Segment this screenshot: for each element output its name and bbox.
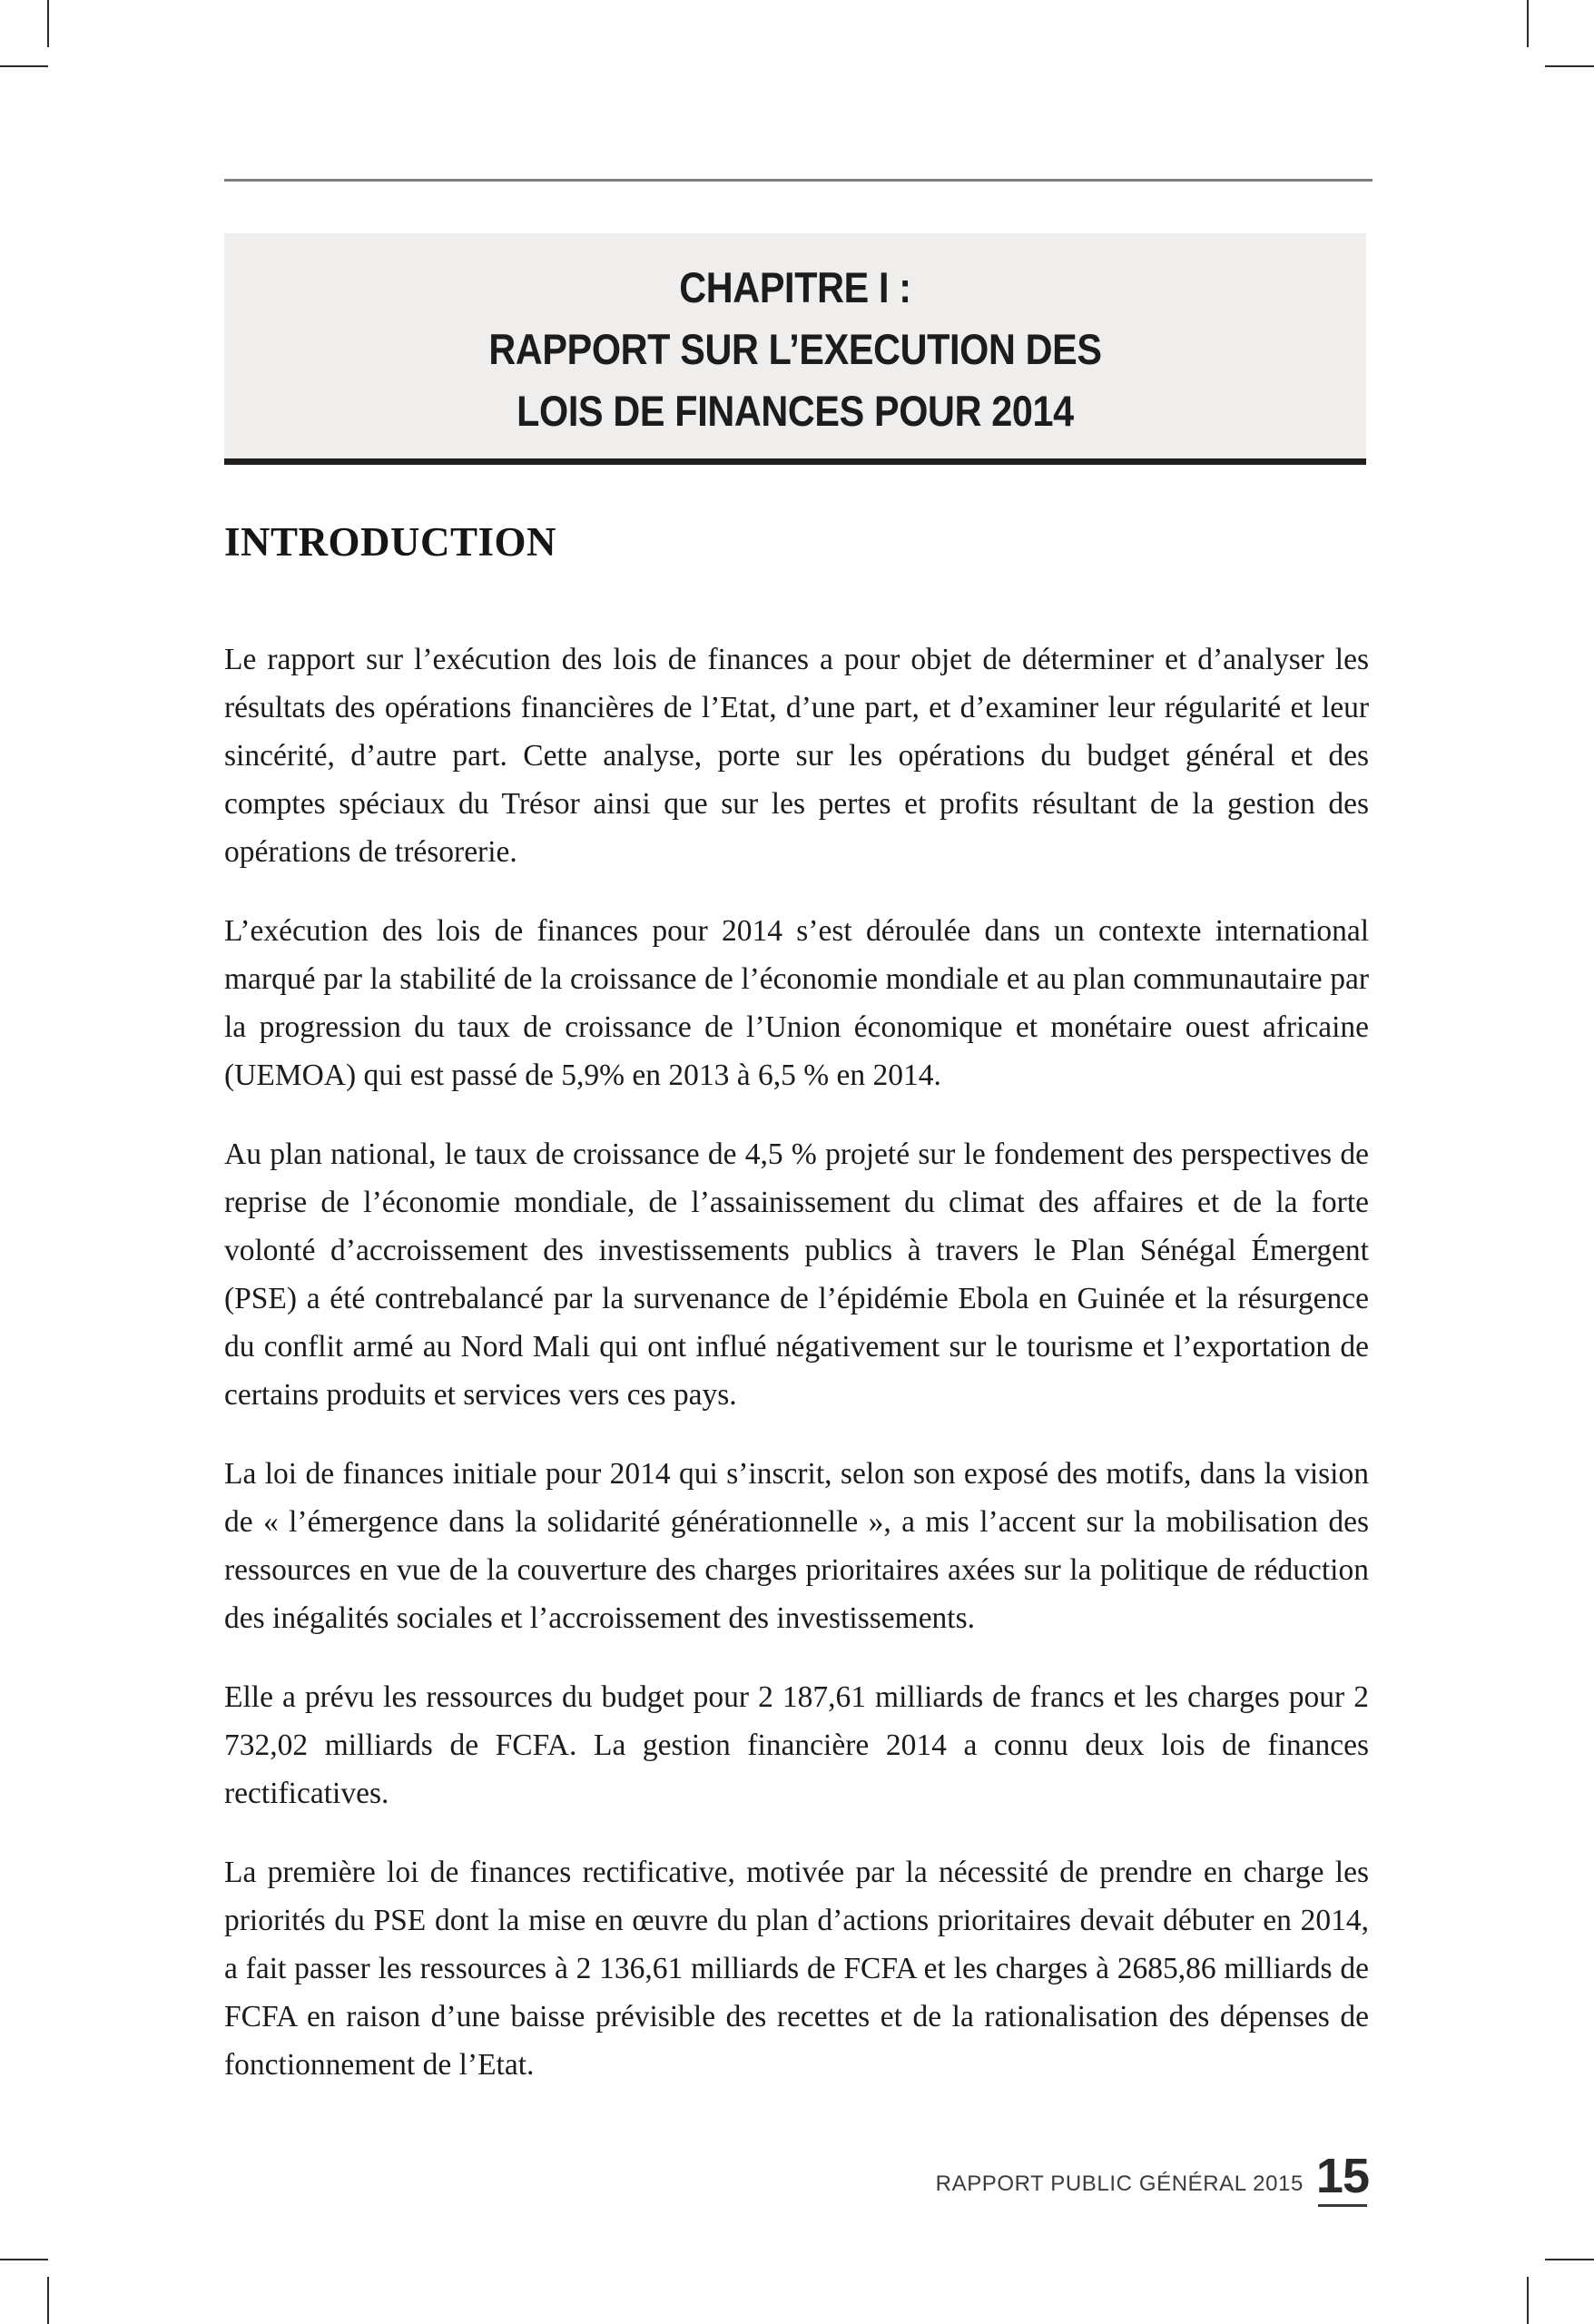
header-divider-rule (224, 179, 1373, 182)
crop-mark-top-left-vertical (47, 0, 49, 47)
section-heading-introduction: INTRODUCTION (224, 519, 557, 565)
paragraph-1: Le rapport sur l’exécution des lois de finances a pour objet de déterminer et d’analyser les résultats des opérations financières de l’Etat, d’une part, et d’examiner leur régularité et leur sincérité, d’autre part. Cette analyse, porte sur les opérations du budget général et des comptes spéciaux du Trésor ainsi que sur les pertes et profits résultant de la gestion des opérations de trésorerie. (224, 643, 1369, 869)
page-number: 15 (1315, 2149, 1369, 2203)
page-footer (935, 2149, 1369, 2207)
crop-mark-bottom-right-horizontal (1545, 2259, 1594, 2260)
paragraph-4: La loi de finances initiale pour 2014 qui s’inscrit, selon son exposé des motifs, dans la vision de « l’émergence dans la solidarité générationnelle », a mis l’accent sur la mobilisation des ressources en vue de la couverture des charges prioritaires axées sur la politique de réduction des inégalités sociales et l’accroissement des investissements. (224, 1457, 1369, 1635)
crop-mark-bottom-right-vertical (1527, 2277, 1529, 2324)
paragraph-6: La première loi de finances rectificative, motivée par la nécessité de prendre en charge les priorités du PSE dont la mise en œuvre du plan d’actions prioritaires devait débuter en 2014, a fait passer les ressources à 2 136,61 milliards de FCFA et les charges à 2685,86 milliards de FCFA en raison d’une baisse prévisible des recettes et de la rationalisation des dépenses de fonctionnement de l’Etat. (224, 1856, 1369, 2082)
body-text-container (224, 635, 1369, 2089)
chapter-title-line-1: CHAPITRE I : (679, 263, 911, 311)
chapter-title-banner (224, 233, 1366, 465)
crop-mark-top-left-horizontal (0, 65, 48, 67)
paragraph-3: Au plan national, le taux de croissance de 4,5 % projeté sur le fondement des perspectives de reprise de l’économie mondiale, de l’assainissement du climat des affaires et de la forte volonté d’accroissement des investissements publics à travers le Plan Sénégal Émergent (PSE) a été contrebalancé par la survenance de l’épidémie Ebola en Guinée et la résurgence du conflit armé au Nord Mali qui ont influé négativement sur le tourisme et l’exportation de certains produits et services vers ces pays. (224, 1137, 1369, 1412)
crop-mark-bottom-left-horizontal (0, 2259, 48, 2260)
page-number-underline (1318, 2204, 1367, 2207)
document-page (224, 0, 1369, 2324)
chapter-title-line-3: LOIS DE FINANCES POUR 2014 (517, 387, 1074, 435)
paragraph-2: L’exécution des lois de finances pour 2014 s’est déroulée dans un contexte international marqué par la stabilité de la croissance de l’économie mondiale et au plan communautaire par la progression du taux de croissance de l’Union économique et monétaire ouest africaine (UEMOA) qui est passé de 5,9% en 2013 à 6,5 % en 2014. (224, 914, 1369, 1092)
footer-report-label: RAPPORT PUBLIC GÉNÉRAL 2015 (935, 2171, 1304, 2196)
footer-page-number-group (1315, 2149, 1369, 2207)
paragraph-5: Elle a prévu les ressources du budget pour 2 187,61 milliards de francs et les charges pour 2 732,02 milliards de FCFA. La gestion financière 2014 a connu deux lois de finances rectificatives. (224, 1680, 1369, 1810)
chapter-title-line-2: RAPPORT SUR L’EXECUTION DES (488, 325, 1102, 373)
crop-mark-top-right-vertical (1527, 0, 1529, 47)
crop-mark-bottom-left-vertical (47, 2277, 49, 2324)
crop-mark-top-right-horizontal (1545, 65, 1594, 67)
